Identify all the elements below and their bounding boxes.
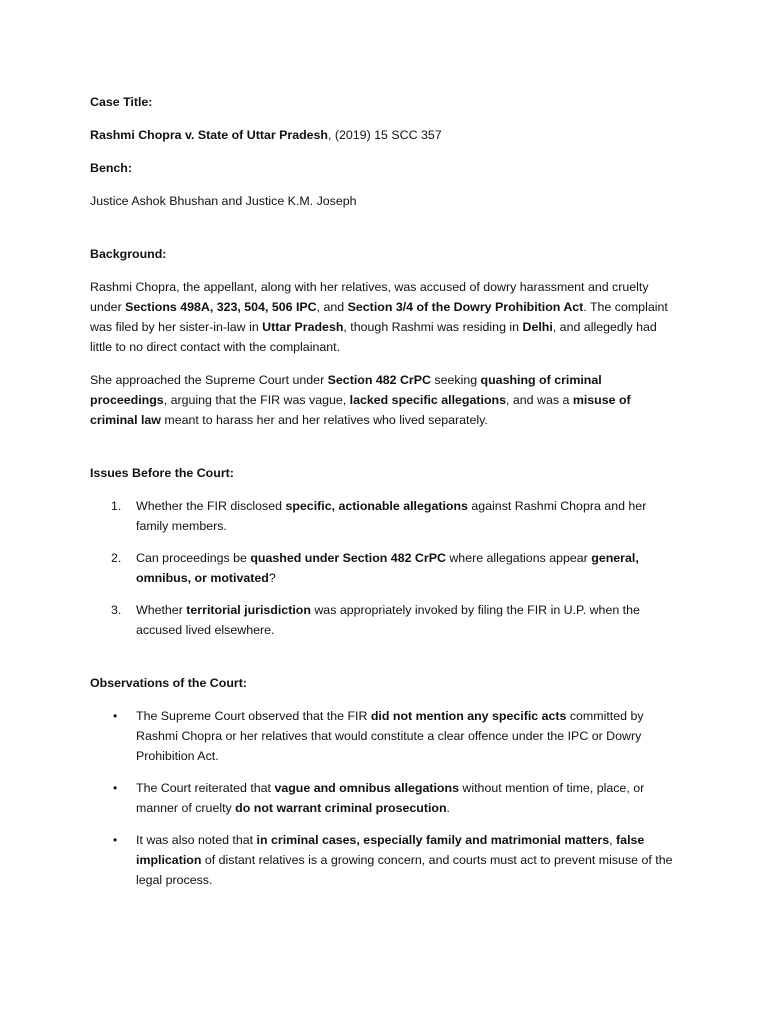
observations-list xyxy=(90,706,680,890)
text-run: meant to harass her and her relatives who lived separately. xyxy=(160,413,488,427)
bold-text: Delhi xyxy=(522,320,553,334)
text-run: , and was a xyxy=(506,393,573,407)
text-run: It was also noted that xyxy=(136,833,257,847)
text-run: against Rashmi Chopra and her family members. xyxy=(136,499,647,533)
observation-text xyxy=(136,709,644,763)
case-name: Rashmi Chopra v. State of Uttar Pradesh xyxy=(90,128,328,142)
bold-text: Section 482 CrPC xyxy=(327,373,431,387)
observation-item xyxy=(90,830,680,890)
bold-text: Section 3/4 of the Dowry Prohibition Act xyxy=(347,300,584,314)
text-run: , and xyxy=(316,300,348,314)
bullet-icon: • xyxy=(113,833,118,847)
issue-number: 1. xyxy=(111,499,122,513)
document-body xyxy=(90,92,680,890)
bold-text: quashing of criminal proceedings xyxy=(90,373,602,407)
text-run: . xyxy=(446,801,450,815)
text-run: The Supreme Court observed that the FIR xyxy=(136,709,371,723)
observation-item xyxy=(90,706,680,766)
text-run: without mention of time, place, or manner of cruelty xyxy=(136,781,645,815)
text-run: She approached the Supreme Court under xyxy=(90,373,328,387)
observation-item xyxy=(90,778,680,818)
text-run: Whether the FIR disclosed xyxy=(136,499,286,513)
background-paragraph xyxy=(90,277,680,357)
observations-heading: Observations of the Court: xyxy=(90,676,247,690)
observation-text xyxy=(136,781,644,815)
bold-text: Sections 498A, 323, 504, 506 IPC xyxy=(125,300,317,314)
text-run: Rashmi Chopra, the appellant, along with her relatives, was accused of dowry harassment and cruelty under xyxy=(90,280,649,314)
issue-item xyxy=(90,600,680,640)
issues-heading: Issues Before the Court: xyxy=(90,466,234,480)
bullet-icon: • xyxy=(113,709,118,723)
text-run: committed by Rashmi Chopra or her relatives that would constitute a clear offence under the IPC or Dowry Prohibition Act. xyxy=(136,709,644,763)
issue-text xyxy=(136,499,646,533)
issue-text xyxy=(136,603,640,637)
bold-text: lacked specific allegations xyxy=(349,393,506,407)
bold-text: specific, actionable allegations xyxy=(285,499,468,513)
bold-text: false implication xyxy=(136,833,645,867)
bullet-icon: • xyxy=(113,781,118,795)
text-run: The Court reiterated that xyxy=(136,781,275,795)
text-run: Whether xyxy=(136,603,187,617)
text-run: . The complaint was filed by her sister-in-law in xyxy=(90,300,668,334)
bold-text: did not mention any specific acts xyxy=(370,709,567,723)
issue-number: 3. xyxy=(111,603,122,617)
background-heading: Background: xyxy=(90,247,167,261)
text-run: was appropriately invoked by filing the FIR in U.P. when the accused lived elsewhere. xyxy=(136,603,640,637)
text-run: , and allegedly had little to no direct contact with the complainant. xyxy=(90,320,657,354)
case-title-heading: Case Title: xyxy=(90,95,153,109)
issue-number: 2. xyxy=(111,551,122,565)
bold-text: quashed under Section 482 CrPC xyxy=(250,551,446,565)
bold-text: misuse of criminal law xyxy=(90,393,631,427)
bench-text: Justice Ashok Bhushan and Justice K.M. Joseph xyxy=(90,194,357,208)
issue-item xyxy=(90,496,680,536)
issue-text xyxy=(136,551,639,585)
text-run: , xyxy=(609,833,617,847)
text-run: ? xyxy=(268,571,276,585)
issue-item xyxy=(90,548,680,588)
bold-text: do not warrant criminal prosecution xyxy=(235,801,447,815)
bench-heading: Bench: xyxy=(90,161,132,175)
bold-text: territorial jurisdiction xyxy=(186,603,311,617)
issues-list xyxy=(90,496,680,640)
case-title-line xyxy=(90,125,680,145)
text-run: , arguing that the FIR was vague, xyxy=(163,393,350,407)
bold-text: general, omnibus, or motivated xyxy=(136,551,639,585)
text-run: where allegations appear xyxy=(445,551,592,565)
bold-text: in criminal cases, especially family and matrimonial matters xyxy=(256,833,610,847)
bold-text: vague and omnibus allegations xyxy=(274,781,459,795)
case-citation: , (2019) 15 SCC 357 xyxy=(328,128,442,142)
text-run: , though Rashmi was residing in xyxy=(343,320,523,334)
bold-text: Uttar Pradesh xyxy=(262,320,344,334)
text-run: of distant relatives is a growing concern, and courts must act to prevent misuse of the legal process. xyxy=(136,853,673,887)
observation-text xyxy=(136,833,672,887)
background-paragraph xyxy=(90,370,680,430)
text-run: seeking xyxy=(430,373,481,387)
text-run: Can proceedings be xyxy=(136,551,251,565)
